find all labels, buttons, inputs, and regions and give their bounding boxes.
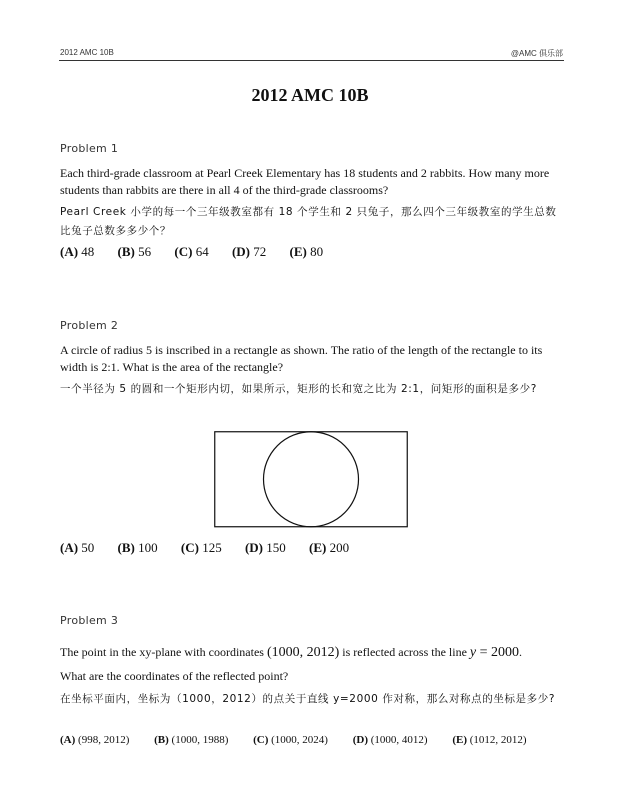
figure-rectangle — [215, 432, 408, 527]
choice-b: (B) 100 — [117, 540, 158, 555]
header-left-text: 2012 AMC 10B — [60, 48, 114, 57]
choice-b: (B) 56 — [117, 244, 152, 259]
document-title: 2012 AMC 10B — [251, 85, 369, 105]
choice-a: (A) (998, 2012) — [60, 734, 130, 746]
problem-3-chinese: 在坐标平面内，坐标为（1000，2012）的点关于直线 y=2000 作对称，那么对称点的坐标是多少? — [60, 693, 556, 705]
choice-d: (D) 72 — [231, 244, 267, 259]
choice-e: (E) 200 — [308, 540, 350, 555]
header-right-text: @AMC 俱乐部 — [510, 49, 563, 58]
problem-2-chinese: 一个半径为 5 的圆和一个矩形内切，如果所示，矩形的长和宽之比为 2:1，问矩形的面积是多少? — [60, 383, 537, 395]
problem-3-english: The point in the xy-plane with coordinates (1000, 2012) is reflected across the line y = 2000. — [60, 645, 523, 660]
problem-1-chinese: Pearl Creek 小学的每一个三年级教室都有 18 个学生和 2 只兔子，那么四个三年级教室的学生总数比兔子总数多多少个？ — [60, 206, 557, 237]
choice-e: (E) (1012, 2012) — [452, 734, 527, 746]
problem-2-english: A circle of radius 5 is inscribed in a rectangle as shown. The ratio of the length of the rectangle to its width is 2:1. What is the area of the rectangle? — [60, 343, 543, 374]
choice-c: (C) 125 — [180, 540, 222, 555]
choice-c: (C) (1000, 2024) — [253, 734, 328, 746]
choice-a: (A) 48 — [60, 244, 95, 259]
problem-2-choices — [60, 540, 369, 556]
figure-circle — [264, 432, 359, 527]
problem-1-choices — [60, 244, 343, 260]
problem-3-choices — [60, 734, 549, 746]
problem-1-english: Each third-grade classroom at Pearl Creek Elementary has 18 students and 2 rabbits. How many more students than rabbits are there in all 4 of the third-grade classrooms? — [60, 166, 550, 197]
choice-d: (D) (1000, 4012) — [352, 734, 428, 746]
problem-3-english-question: What are the coordinates of the reflected point? — [60, 669, 289, 683]
rectangle-circle-figure — [214, 431, 410, 529]
page-header — [59, 46, 564, 61]
choice-c: (C) 64 — [174, 244, 209, 259]
problem-3-label: Problem 3 — [60, 614, 119, 627]
choice-d: (D) 150 — [244, 540, 286, 555]
problem-2-label: Problem 2 — [60, 319, 119, 332]
problem-1-label: Problem 1 — [60, 142, 119, 155]
choice-b: (B) (1000, 1988) — [154, 734, 229, 746]
choice-e: (E) 80 — [289, 244, 324, 259]
choice-a: (A) 50 — [60, 540, 95, 555]
point-coordinates: (1000, 2012) — [266, 645, 340, 660]
